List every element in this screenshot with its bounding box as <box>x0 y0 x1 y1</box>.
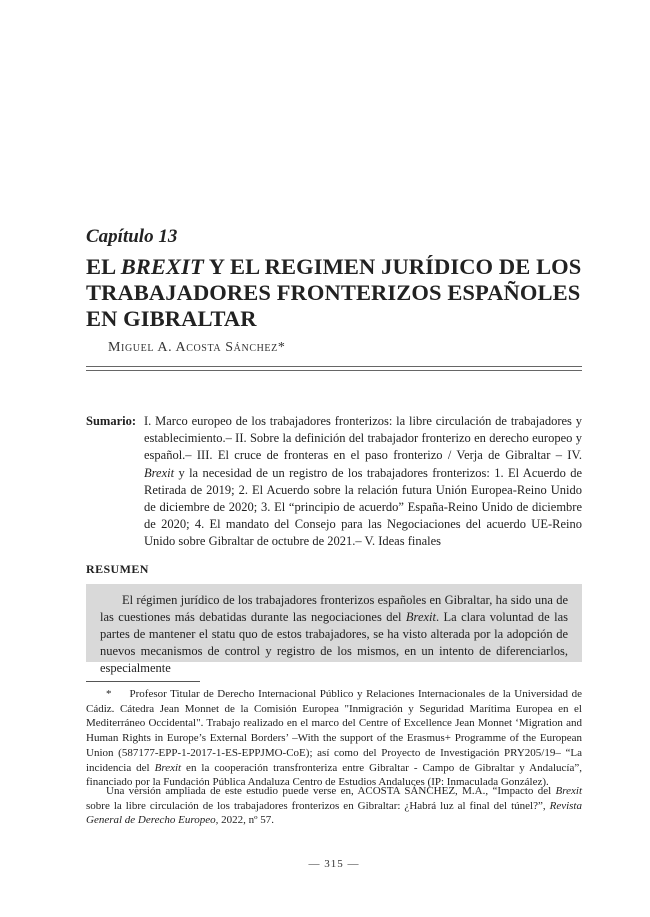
abstract-text: El régimen jurídico de los trabajadores fronterizos españoles en Gibraltar, ha sido una de las cuestiones más debatidas durante las negociaciones del Brexit. La clara voluntad de las partes de mantener el statu quo de estos trabajadores, se ha visto alterada por la adopción de nuevos mecanismos de control y registro de los mismos, en un intento de diferenciarlos, especialmente <box>100 593 568 675</box>
page-number: — 315 — <box>308 858 360 870</box>
sumario-text: I. Marco europeo de los trabajadores fronterizos: la libre circulación de trabajadores y establecimiento.– II. Sobre la definición del trabajador fronterizo en derecho europeo y español.– III. El cruce de fronteras en el paso fronterizo / Verja de Gibraltar – IV. Brexit y la necesidad de un registro de los trabajadores fronterizos: 1. El Acuerdo de Retirada de 2019; 2. El Acuerdo sobre la relación futura Unión Europea-Reino Unido de diciembre de 2020; 3. El “principio de acuerdo” España-Reino Unido de diciembre de 2020; 4. El mandato del Consejo para las Negociaciones del acuerdo UE-Reino Unido sobre Gibraltar de octubre de 2021.– V. Ideas finales <box>144 414 582 549</box>
divider-rule-bottom <box>86 370 582 371</box>
footnote-rule <box>86 681 200 682</box>
chapter-label: Capítulo 13 <box>86 226 178 247</box>
footnote-2: Una versión ampliada de este estudio puede verse en, ACOSTA SÁNCHEZ, M.A., “Impacto del Brexit sobre la libre circulación de los trabajadores fronterizos en Gibraltar: ¿Habrá luz al final del túnel?”, Revista General de Derecho Europeo, 2022, nº 57. <box>86 785 582 827</box>
title-line-2: TRABAJADORES FRONTERIZOS ESPAÑOLES <box>86 280 581 305</box>
chapter-title <box>86 254 586 332</box>
resumen-heading: RESUMEN <box>86 562 149 576</box>
author-name: Miguel A. Acosta Sánchez* <box>108 340 286 355</box>
title-line-1: EL BREXIT Y EL REGIMEN JURÍDICO DE LOS <box>86 254 582 279</box>
footnote-marker: * <box>106 688 112 700</box>
title-italic-brexit: BREXIT <box>120 254 204 279</box>
footnote-1: * Profesor Titular de Derecho Internacional Público y Relaciones Internacionales de la Universidad de Cádiz. Cátedra Jean Monnet de la Comisión Europea "Inmigración y Seguridad Marítima Europea en el Mediterráneo Occidental". Trabajo realizado en el marco del Centre of Excellence Jean Monnet ‘Migration and Human Rights in Europe’s External Borders’ –With the support of the Erasmus+ Programme of the European Union (587177-EPP-1-2017-1-ES-EPPJMO-CoE); así como del Proyecto de Investigación PRY205/19– “La incidencia del Brexit en la cooperación transfronteriza entre Gibraltar - Campo de Gibraltar y Andalucía”, financiado por la Fundación Pública Andaluza Centro de Estudios Andaluces (IP: Inmaculada González). <box>86 688 583 789</box>
sumario-label: Sumario: <box>86 414 136 428</box>
title-line-3: EN GIBRALTAR <box>86 306 257 331</box>
divider-rule-top <box>86 366 582 367</box>
